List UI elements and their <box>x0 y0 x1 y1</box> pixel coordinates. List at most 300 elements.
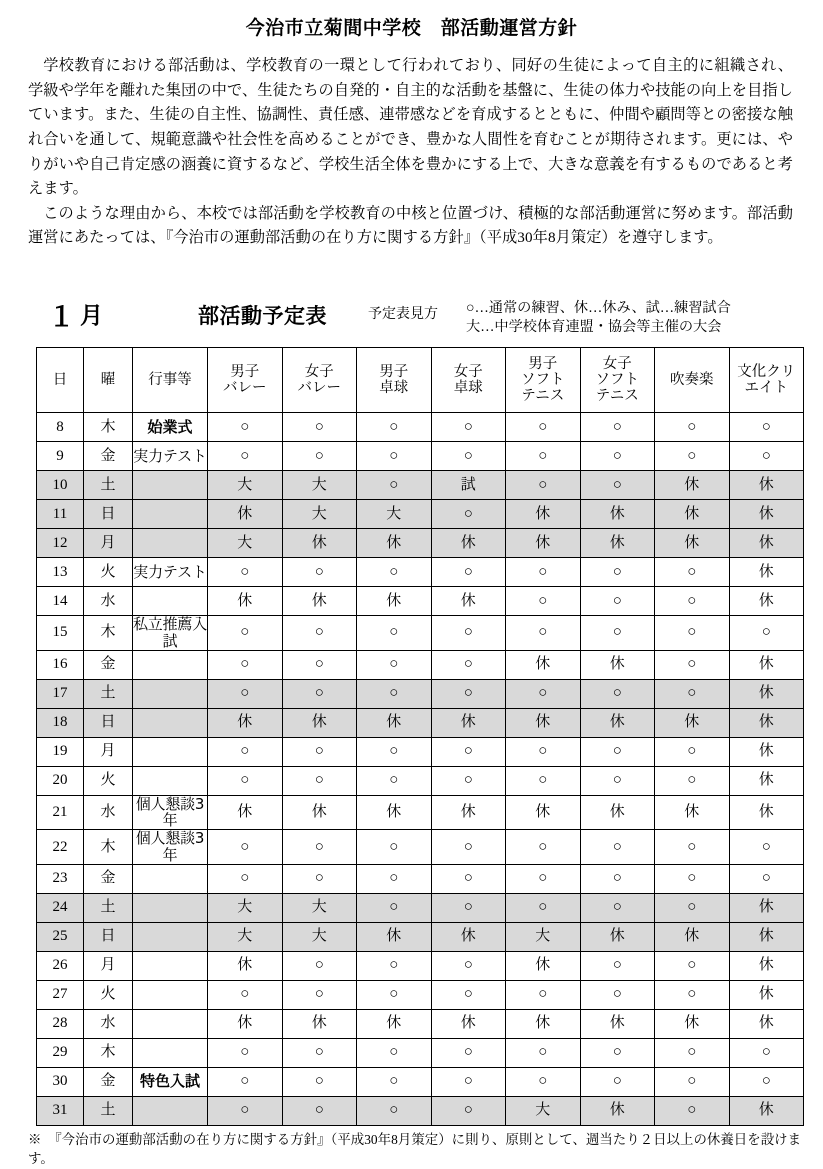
cell-day-of-week: 土 <box>84 471 133 500</box>
cell-event <box>133 471 208 500</box>
cell-day-of-week: 水 <box>84 1009 133 1038</box>
cell-mark-wst: ○ <box>580 679 655 708</box>
cell-mark-mvb: ○ <box>208 650 283 679</box>
cell-mark-wst: 休 <box>580 708 655 737</box>
cell-mark-wtt: ○ <box>431 679 506 708</box>
table-row <box>37 708 804 737</box>
cell-day: 30 <box>37 1067 84 1096</box>
cell-mark-band: ○ <box>655 737 730 766</box>
cell-mark-band: ○ <box>655 650 730 679</box>
cell-mark-wtt: 休 <box>431 795 506 830</box>
cell-mark-wst: 休 <box>580 529 655 558</box>
cell-mark-mst: ○ <box>506 558 581 587</box>
cell-day-of-week: 日 <box>84 708 133 737</box>
cell-mark-mvb: ○ <box>208 679 283 708</box>
column-header-line: 行事等 <box>148 371 192 388</box>
cell-day: 31 <box>37 1096 84 1125</box>
cell-mark-band: 休 <box>655 529 730 558</box>
cell-mark-band: ○ <box>655 980 730 1009</box>
cell-mark-wst: ○ <box>580 737 655 766</box>
cell-day: 11 <box>37 500 84 529</box>
cell-mark-mst: 休 <box>506 708 581 737</box>
cell-mark-wvb: ○ <box>282 766 357 795</box>
cell-mark-mvb: 休 <box>208 795 283 830</box>
column-header-line: ソフト <box>521 371 565 388</box>
table-row <box>37 442 804 471</box>
cell-mark-wtt: ○ <box>431 1038 506 1067</box>
cell-mark-wtt: 休 <box>431 587 506 616</box>
cell-day-of-week: 水 <box>84 795 133 830</box>
cell-mark-wst: ○ <box>580 1038 655 1067</box>
cell-mark-mtt: 休 <box>357 529 432 558</box>
column-header-line: 男子 <box>528 355 558 372</box>
cell-day: 19 <box>37 737 84 766</box>
cell-mark-wst: ○ <box>580 951 655 980</box>
table-row <box>37 413 804 442</box>
cell-event <box>133 980 208 1009</box>
cell-event <box>133 708 208 737</box>
cell-day: 10 <box>37 471 84 500</box>
cell-mark-wtt: 試 <box>431 471 506 500</box>
cell-mark-mst: ○ <box>506 1067 581 1096</box>
month-kanji: 月 <box>80 303 103 329</box>
cell-mark-band: ○ <box>655 893 730 922</box>
schedule-table <box>36 347 804 1126</box>
cell-day-of-week: 金 <box>84 1067 133 1096</box>
cell-mark-mtt: 休 <box>357 708 432 737</box>
cell-mark-cc: 休 <box>729 500 804 529</box>
cell-mark-cc: ○ <box>729 830 804 865</box>
cell-mark-wvb: ○ <box>282 650 357 679</box>
cell-mark-wtt: ○ <box>431 413 506 442</box>
cell-mark-mtt: ○ <box>357 679 432 708</box>
cell-day: 12 <box>37 529 84 558</box>
cell-mark-mtt: ○ <box>357 616 432 651</box>
cell-mark-band: 休 <box>655 471 730 500</box>
cell-event <box>133 679 208 708</box>
cell-day: 18 <box>37 708 84 737</box>
column-header-wtt <box>431 348 506 413</box>
intro-paragraph-2: このような理由から、本校では部活動を学校教育の中核と位置づけ、積極的な部活動運営に努めます。部活動運営にあたっては、『今治市の運動部活動の在り方に関する方針』（平成30年8月策定）を遵守します。 <box>28 204 793 247</box>
cell-mark-mvb: 休 <box>208 951 283 980</box>
cell-day: 26 <box>37 951 84 980</box>
cell-mark-cc: 休 <box>729 893 804 922</box>
cell-mark-mtt: ○ <box>357 1038 432 1067</box>
cell-mark-cc: ○ <box>729 1067 804 1096</box>
schedule-title: 部活動予定表 <box>198 304 327 328</box>
cell-mark-mtt: ○ <box>357 650 432 679</box>
cell-day: 29 <box>37 1038 84 1067</box>
column-header-mtt <box>357 348 432 413</box>
cell-mark-cc: 休 <box>729 795 804 830</box>
cell-event <box>133 766 208 795</box>
cell-mark-band: 休 <box>655 795 730 830</box>
cell-mark-wvb: 大 <box>282 922 357 951</box>
intro-section <box>28 54 793 251</box>
cell-mark-cc: 休 <box>729 587 804 616</box>
cell-mark-cc: 休 <box>729 1096 804 1125</box>
cell-mark-cc: 休 <box>729 708 804 737</box>
cell-mark-cc: 休 <box>729 980 804 1009</box>
cell-mark-mvb: 休 <box>208 708 283 737</box>
cell-mark-mst: 休 <box>506 500 581 529</box>
table-row <box>37 616 804 651</box>
cell-mark-mvb: ○ <box>208 1038 283 1067</box>
cell-mark-wtt: ○ <box>431 650 506 679</box>
column-header-cc <box>729 348 804 413</box>
cell-mark-mvb: 大 <box>208 471 283 500</box>
cell-mark-wvb: ○ <box>282 1038 357 1067</box>
table-body <box>37 413 804 1126</box>
cell-day: 17 <box>37 679 84 708</box>
footnote-text: ※ 『今治市の運動部活動の在り方に関する方針』（平成30年8月策定）に則り、原則として、週当たり２日以上の休養日を設けます。 <box>28 1131 801 1167</box>
cell-mark-cc: 休 <box>729 1009 804 1038</box>
cell-day-of-week: 木 <box>84 830 133 865</box>
cell-day-of-week: 金 <box>84 864 133 893</box>
cell-mark-mst: ○ <box>506 413 581 442</box>
column-header-line: ソフト <box>595 371 639 388</box>
legend-lines <box>466 299 731 336</box>
cell-day: 24 <box>37 893 84 922</box>
cell-day: 23 <box>37 864 84 893</box>
table-row <box>37 830 804 865</box>
cell-mark-band: ○ <box>655 766 730 795</box>
cell-day-of-week: 金 <box>84 442 133 471</box>
cell-mark-mtt: ○ <box>357 1096 432 1125</box>
footnote <box>28 1130 801 1169</box>
cell-mark-wvb: ○ <box>282 980 357 1009</box>
column-header-band <box>655 348 730 413</box>
cell-mark-wtt: ○ <box>431 442 506 471</box>
cell-mark-mtt: ○ <box>357 864 432 893</box>
column-header-line: 女子 <box>304 363 334 380</box>
cell-mark-wvb: ○ <box>282 1096 357 1125</box>
cell-mark-cc: 休 <box>729 679 804 708</box>
table-row <box>37 529 804 558</box>
cell-mark-wst: ○ <box>580 587 655 616</box>
legend-line-1: ○…通常の練習、休…休み、試…練習試合 <box>466 300 731 316</box>
cell-mark-mst: ○ <box>506 616 581 651</box>
cell-day-of-week: 日 <box>84 500 133 529</box>
cell-mark-cc: ○ <box>729 616 804 651</box>
cell-mark-wtt: 休 <box>431 529 506 558</box>
cell-mark-wtt: ○ <box>431 558 506 587</box>
cell-mark-mtt: ○ <box>357 471 432 500</box>
column-header-line: 女子 <box>602 355 632 372</box>
cell-mark-mtt: ○ <box>357 442 432 471</box>
cell-event: 実力テスト <box>133 442 208 471</box>
cell-day: 25 <box>37 922 84 951</box>
cell-mark-mvb: ○ <box>208 980 283 1009</box>
table-header <box>37 348 804 413</box>
cell-mark-mvb: 休 <box>208 587 283 616</box>
cell-mark-cc: 休 <box>729 737 804 766</box>
cell-mark-wvb: ○ <box>282 679 357 708</box>
column-header-mvb <box>208 348 283 413</box>
cell-mark-mvb: ○ <box>208 864 283 893</box>
column-header-line: テニス <box>595 388 639 405</box>
cell-mark-mst: 休 <box>506 1009 581 1038</box>
cell-mark-wst: ○ <box>580 442 655 471</box>
cell-mark-mvb: ○ <box>208 558 283 587</box>
cell-mark-band: ○ <box>655 830 730 865</box>
cell-mark-mtt: 大 <box>357 500 432 529</box>
legend-line-2: 大…中学校体育連盟・協会等主催の大会 <box>466 318 722 335</box>
cell-mark-cc: ○ <box>729 442 804 471</box>
cell-mark-wvb: ○ <box>282 558 357 587</box>
legend-label: 予定表見方 <box>368 307 438 322</box>
cell-mark-mtt: 休 <box>357 1009 432 1038</box>
cell-mark-mvb: ○ <box>208 616 283 651</box>
cell-mark-band: ○ <box>655 558 730 587</box>
cell-mark-wst: ○ <box>580 864 655 893</box>
cell-mark-wtt: ○ <box>431 893 506 922</box>
cell-mark-wvb: 休 <box>282 529 357 558</box>
column-header-line: 日 <box>52 371 68 388</box>
cell-mark-mvb: ○ <box>208 1096 283 1125</box>
cell-event <box>133 529 208 558</box>
cell-mark-wtt: ○ <box>431 864 506 893</box>
cell-day: 15 <box>37 616 84 651</box>
cell-day-of-week: 土 <box>84 893 133 922</box>
schedule-header <box>0 295 823 341</box>
cell-day-of-week: 火 <box>84 766 133 795</box>
cell-mark-wvb: ○ <box>282 830 357 865</box>
column-header-wst <box>580 348 655 413</box>
table-row <box>37 893 804 922</box>
column-header-line: 曜 <box>100 371 116 388</box>
cell-mark-mtt: ○ <box>357 1067 432 1096</box>
table-row <box>37 766 804 795</box>
cell-mark-wvb: ○ <box>282 616 357 651</box>
cell-mark-wtt: ○ <box>431 737 506 766</box>
cell-day: 21 <box>37 795 84 830</box>
cell-mark-wst: 休 <box>580 1096 655 1125</box>
cell-mark-mst: ○ <box>506 587 581 616</box>
cell-mark-mvb: ○ <box>208 766 283 795</box>
cell-day-of-week: 月 <box>84 529 133 558</box>
cell-mark-cc: 休 <box>729 922 804 951</box>
cell-mark-band: 休 <box>655 922 730 951</box>
cell-mark-wvb: 大 <box>282 471 357 500</box>
cell-day: 28 <box>37 1009 84 1038</box>
table-row <box>37 1038 804 1067</box>
table-row <box>37 737 804 766</box>
cell-mark-mst: ○ <box>506 893 581 922</box>
cell-day: 8 <box>37 413 84 442</box>
cell-mark-cc: ○ <box>729 413 804 442</box>
cell-event <box>133 500 208 529</box>
cell-event <box>133 650 208 679</box>
cell-mark-mvb: ○ <box>208 413 283 442</box>
table-row <box>37 587 804 616</box>
cell-mark-band: ○ <box>655 1096 730 1125</box>
cell-mark-wvb: 休 <box>282 1009 357 1038</box>
cell-day: 13 <box>37 558 84 587</box>
table-row <box>37 1009 804 1038</box>
cell-mark-mtt: ○ <box>357 766 432 795</box>
column-header-line: 卓球 <box>453 380 483 396</box>
table-row <box>37 679 804 708</box>
cell-mark-wvb: 休 <box>282 708 357 737</box>
cell-mark-wst: ○ <box>580 830 655 865</box>
cell-event <box>133 587 208 616</box>
cell-mark-mvb: ○ <box>208 442 283 471</box>
cell-mark-band: ○ <box>655 442 730 471</box>
cell-mark-mtt: ○ <box>357 830 432 865</box>
cell-mark-wvb: ○ <box>282 737 357 766</box>
cell-mark-mvb: 休 <box>208 1009 283 1038</box>
cell-mark-mst: ○ <box>506 679 581 708</box>
cell-day-of-week: 火 <box>84 558 133 587</box>
cell-mark-mvb: 大 <box>208 893 283 922</box>
cell-mark-mtt: 休 <box>357 922 432 951</box>
cell-day: 20 <box>37 766 84 795</box>
cell-mark-mtt: ○ <box>357 893 432 922</box>
cell-mark-mvb: ○ <box>208 737 283 766</box>
cell-mark-wtt: ○ <box>431 766 506 795</box>
cell-mark-mvb: ○ <box>208 1067 283 1096</box>
cell-mark-mst: 休 <box>506 795 581 830</box>
cell-mark-wst: ○ <box>580 893 655 922</box>
page-title: 今治市立菊間中学校 部活動運営方針 <box>245 17 578 39</box>
cell-mark-cc: 休 <box>729 951 804 980</box>
column-header-day <box>37 348 84 413</box>
cell-mark-cc: 休 <box>729 471 804 500</box>
cell-mark-mtt: ○ <box>357 980 432 1009</box>
cell-mark-band: ○ <box>655 1038 730 1067</box>
cell-day: 9 <box>37 442 84 471</box>
cell-mark-band: ○ <box>655 679 730 708</box>
cell-mark-wtt: ○ <box>431 951 506 980</box>
cell-mark-wvb: 大 <box>282 893 357 922</box>
cell-mark-wvb: ○ <box>282 864 357 893</box>
table-row <box>37 864 804 893</box>
cell-mark-mvb: 休 <box>208 500 283 529</box>
document-page <box>0 13 823 1167</box>
cell-mark-wvb: ○ <box>282 442 357 471</box>
cell-mark-wtt: 休 <box>431 922 506 951</box>
cell-mark-wvb: ○ <box>282 951 357 980</box>
cell-mark-mst: ○ <box>506 1038 581 1067</box>
cell-mark-mst: ○ <box>506 737 581 766</box>
cell-mark-mst: ○ <box>506 442 581 471</box>
cell-mark-mst: 休 <box>506 529 581 558</box>
cell-mark-wtt: 休 <box>431 1009 506 1038</box>
cell-mark-wst: ○ <box>580 616 655 651</box>
cell-event <box>133 1038 208 1067</box>
cell-mark-wtt: ○ <box>431 980 506 1009</box>
cell-event <box>133 864 208 893</box>
cell-mark-cc: 休 <box>729 766 804 795</box>
cell-day: 14 <box>37 587 84 616</box>
cell-mark-mtt: ○ <box>357 951 432 980</box>
cell-mark-cc: 休 <box>729 650 804 679</box>
cell-mark-wst: 休 <box>580 1009 655 1038</box>
cell-mark-mst: 大 <box>506 1096 581 1125</box>
cell-mark-mst: 休 <box>506 650 581 679</box>
cell-mark-wtt: ○ <box>431 500 506 529</box>
cell-day-of-week: 水 <box>84 587 133 616</box>
cell-mark-wst: 休 <box>580 500 655 529</box>
cell-day-of-week: 月 <box>84 951 133 980</box>
cell-day-of-week: 日 <box>84 922 133 951</box>
cell-day: 22 <box>37 830 84 865</box>
cell-day: 27 <box>37 980 84 1009</box>
column-header-wvb <box>282 348 357 413</box>
cell-mark-mtt: ○ <box>357 413 432 442</box>
cell-mark-wvb: ○ <box>282 413 357 442</box>
cell-mark-wst: 休 <box>580 795 655 830</box>
column-header-line: エイト <box>744 380 788 396</box>
cell-mark-wvb: 休 <box>282 795 357 830</box>
cell-mark-cc: ○ <box>729 864 804 893</box>
cell-mark-wst: 休 <box>580 650 655 679</box>
cell-mark-wvb: 休 <box>282 587 357 616</box>
cell-day-of-week: 土 <box>84 1096 133 1125</box>
cell-mark-wtt: ○ <box>431 1096 506 1125</box>
cell-mark-band: 休 <box>655 708 730 737</box>
cell-mark-mtt: ○ <box>357 558 432 587</box>
column-header-line: 男子 <box>230 363 260 380</box>
column-header-line: 女子 <box>453 363 483 380</box>
cell-event <box>133 737 208 766</box>
cell-mark-wtt: ○ <box>431 616 506 651</box>
cell-day-of-week: 木 <box>84 1038 133 1067</box>
cell-mark-wst: ○ <box>580 471 655 500</box>
cell-mark-wst: ○ <box>580 766 655 795</box>
cell-mark-wvb: 大 <box>282 500 357 529</box>
column-header-dow <box>84 348 133 413</box>
cell-day: 16 <box>37 650 84 679</box>
cell-mark-wst: 休 <box>580 922 655 951</box>
column-header-mst <box>506 348 581 413</box>
month-number: １ <box>48 302 75 333</box>
cell-day-of-week: 木 <box>84 413 133 442</box>
cell-mark-mtt: 休 <box>357 795 432 830</box>
cell-mark-cc: 休 <box>729 529 804 558</box>
cell-mark-cc: ○ <box>729 1038 804 1067</box>
intro-paragraph-1: 学校教育における部活動は、学校教育の一環として行われており、同好の生徒によって自主的に組織され、学級や学年を離れた集団の中で、生徒たちの自発的・自主的な活動を基盤に、生徒の体力や技能の向上を目指しています。また、生徒の自主性、協調性、責任感、連帯感などを育成するとともに、仲間や顧問等との密接な触れ合いを通して、規範意識や社会性を高めることができ、豊かな人間性を育むことが期待されます。更には、やりがいや自己肯定感の涵養に資するなど、学校生活全体を豊かにする上で、大きな意義を有するものであると考えます。 <box>28 57 793 198</box>
cell-mark-wst: ○ <box>580 413 655 442</box>
column-header-line: バレー <box>297 380 341 396</box>
cell-mark-band: ○ <box>655 413 730 442</box>
cell-day-of-week: 土 <box>84 679 133 708</box>
table-row <box>37 1067 804 1096</box>
cell-mark-band: ○ <box>655 864 730 893</box>
cell-mark-wst: ○ <box>580 558 655 587</box>
column-header-event <box>133 348 208 413</box>
cell-event: 個人懇談3年 <box>133 795 208 830</box>
cell-day-of-week: 金 <box>84 650 133 679</box>
cell-event: 実力テスト <box>133 558 208 587</box>
table-row <box>37 922 804 951</box>
cell-mark-mst: ○ <box>506 766 581 795</box>
cell-mark-wst: ○ <box>580 980 655 1009</box>
column-header-line: テニス <box>521 388 565 405</box>
table-row <box>37 558 804 587</box>
column-header-line: バレー <box>223 380 267 396</box>
cell-mark-wst: ○ <box>580 1067 655 1096</box>
cell-mark-mst: ○ <box>506 980 581 1009</box>
cell-mark-mst: ○ <box>506 864 581 893</box>
column-header-line: 卓球 <box>379 380 409 396</box>
cell-mark-band: 休 <box>655 500 730 529</box>
cell-mark-wvb: ○ <box>282 1067 357 1096</box>
cell-mark-mst: 休 <box>506 951 581 980</box>
table-row <box>37 1096 804 1125</box>
table-row <box>37 650 804 679</box>
